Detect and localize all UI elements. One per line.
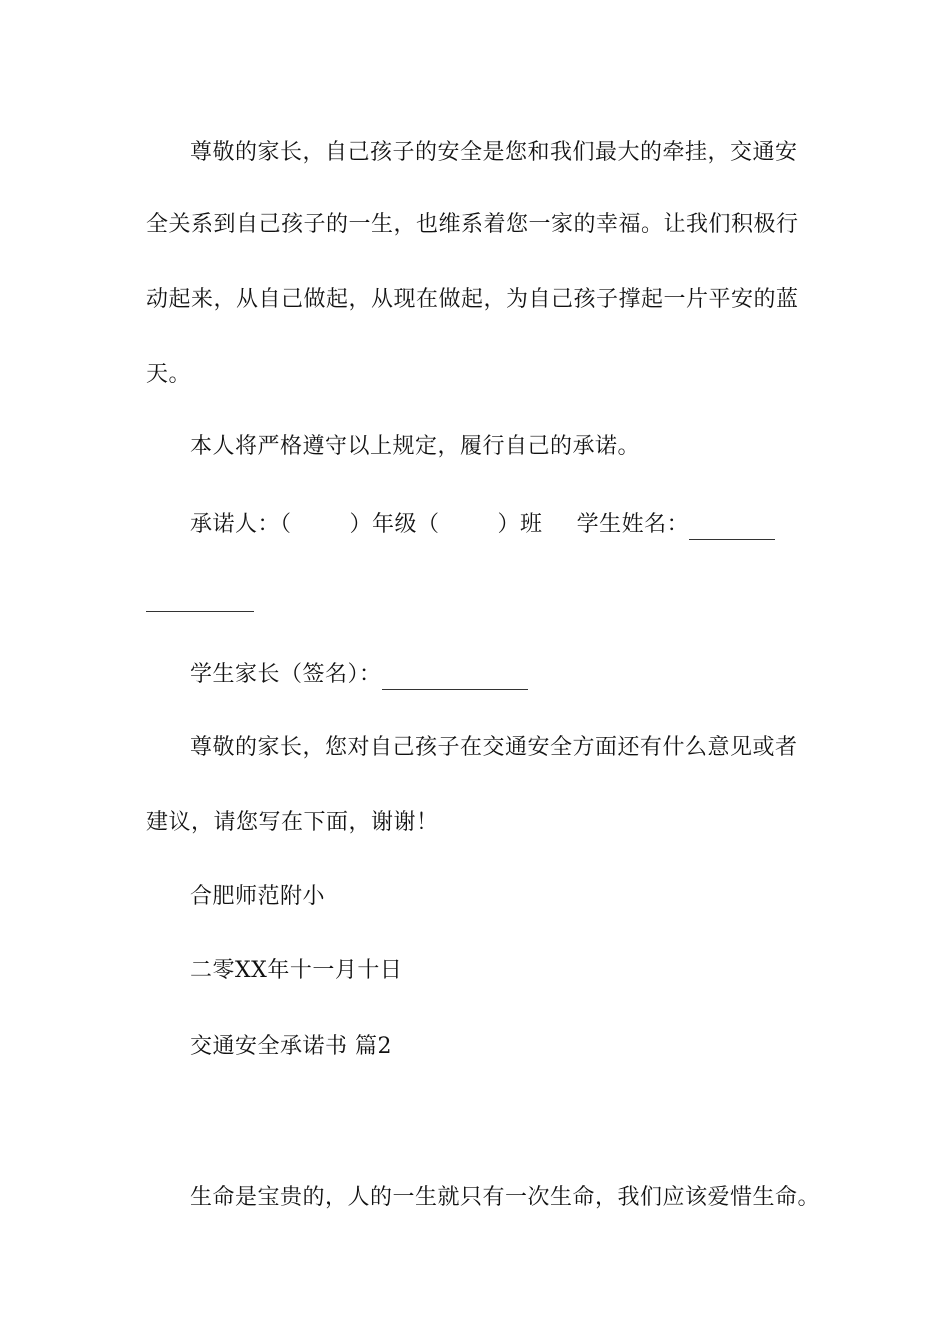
parent-sign-line xyxy=(190,660,528,690)
parent-sign-label: 学生家长（签名）： xyxy=(190,662,382,687)
pledge-statement: 本人将严格遵守以上规定，履行自己的承诺。 xyxy=(190,434,641,459)
paragraph-line: 尊敬的家长，自己孩子的安全是您和我们最大的牵挂，交通安 xyxy=(190,140,798,165)
paren-open: （ xyxy=(280,512,292,537)
paragraph-line: 动起来，从自己做起，从现在做起，为自己孩子撑起一片平安的蓝 xyxy=(146,287,799,312)
promiser-label: 承诺人： xyxy=(190,512,281,537)
class-label: ）班 xyxy=(497,512,543,537)
student-name-label: 学生姓名： xyxy=(576,512,690,537)
grade-label: ）年级（ xyxy=(349,512,440,537)
paragraph-line: 生命是宝贵的，人的一生就只有一次生命，我们应该爱惜生命。 xyxy=(190,1185,821,1210)
document-date: 二零XX年十一月十日 xyxy=(190,958,403,983)
paragraph-line: 建议，请您写在下面，谢谢！ xyxy=(146,810,439,835)
paragraph-line: 全关系到自己孩子的一生，也维系着您一家的幸福。让我们积极行 xyxy=(146,212,799,237)
student-name-blank-continued xyxy=(146,582,254,612)
student-name-blank-line2[interactable] xyxy=(146,589,254,612)
student-name-blank[interactable] xyxy=(689,517,775,540)
parent-sign-blank[interactable] xyxy=(382,667,528,690)
paragraph-line: 天。 xyxy=(146,362,192,387)
section-title: 交通安全承诺书 篇2 xyxy=(190,1034,392,1059)
paragraph-line: 尊敬的家长，您对自己孩子在交通安全方面还有什么意见或者 xyxy=(190,735,798,760)
promise-line xyxy=(190,510,775,540)
school-name: 合肥师范附小 xyxy=(190,884,326,909)
